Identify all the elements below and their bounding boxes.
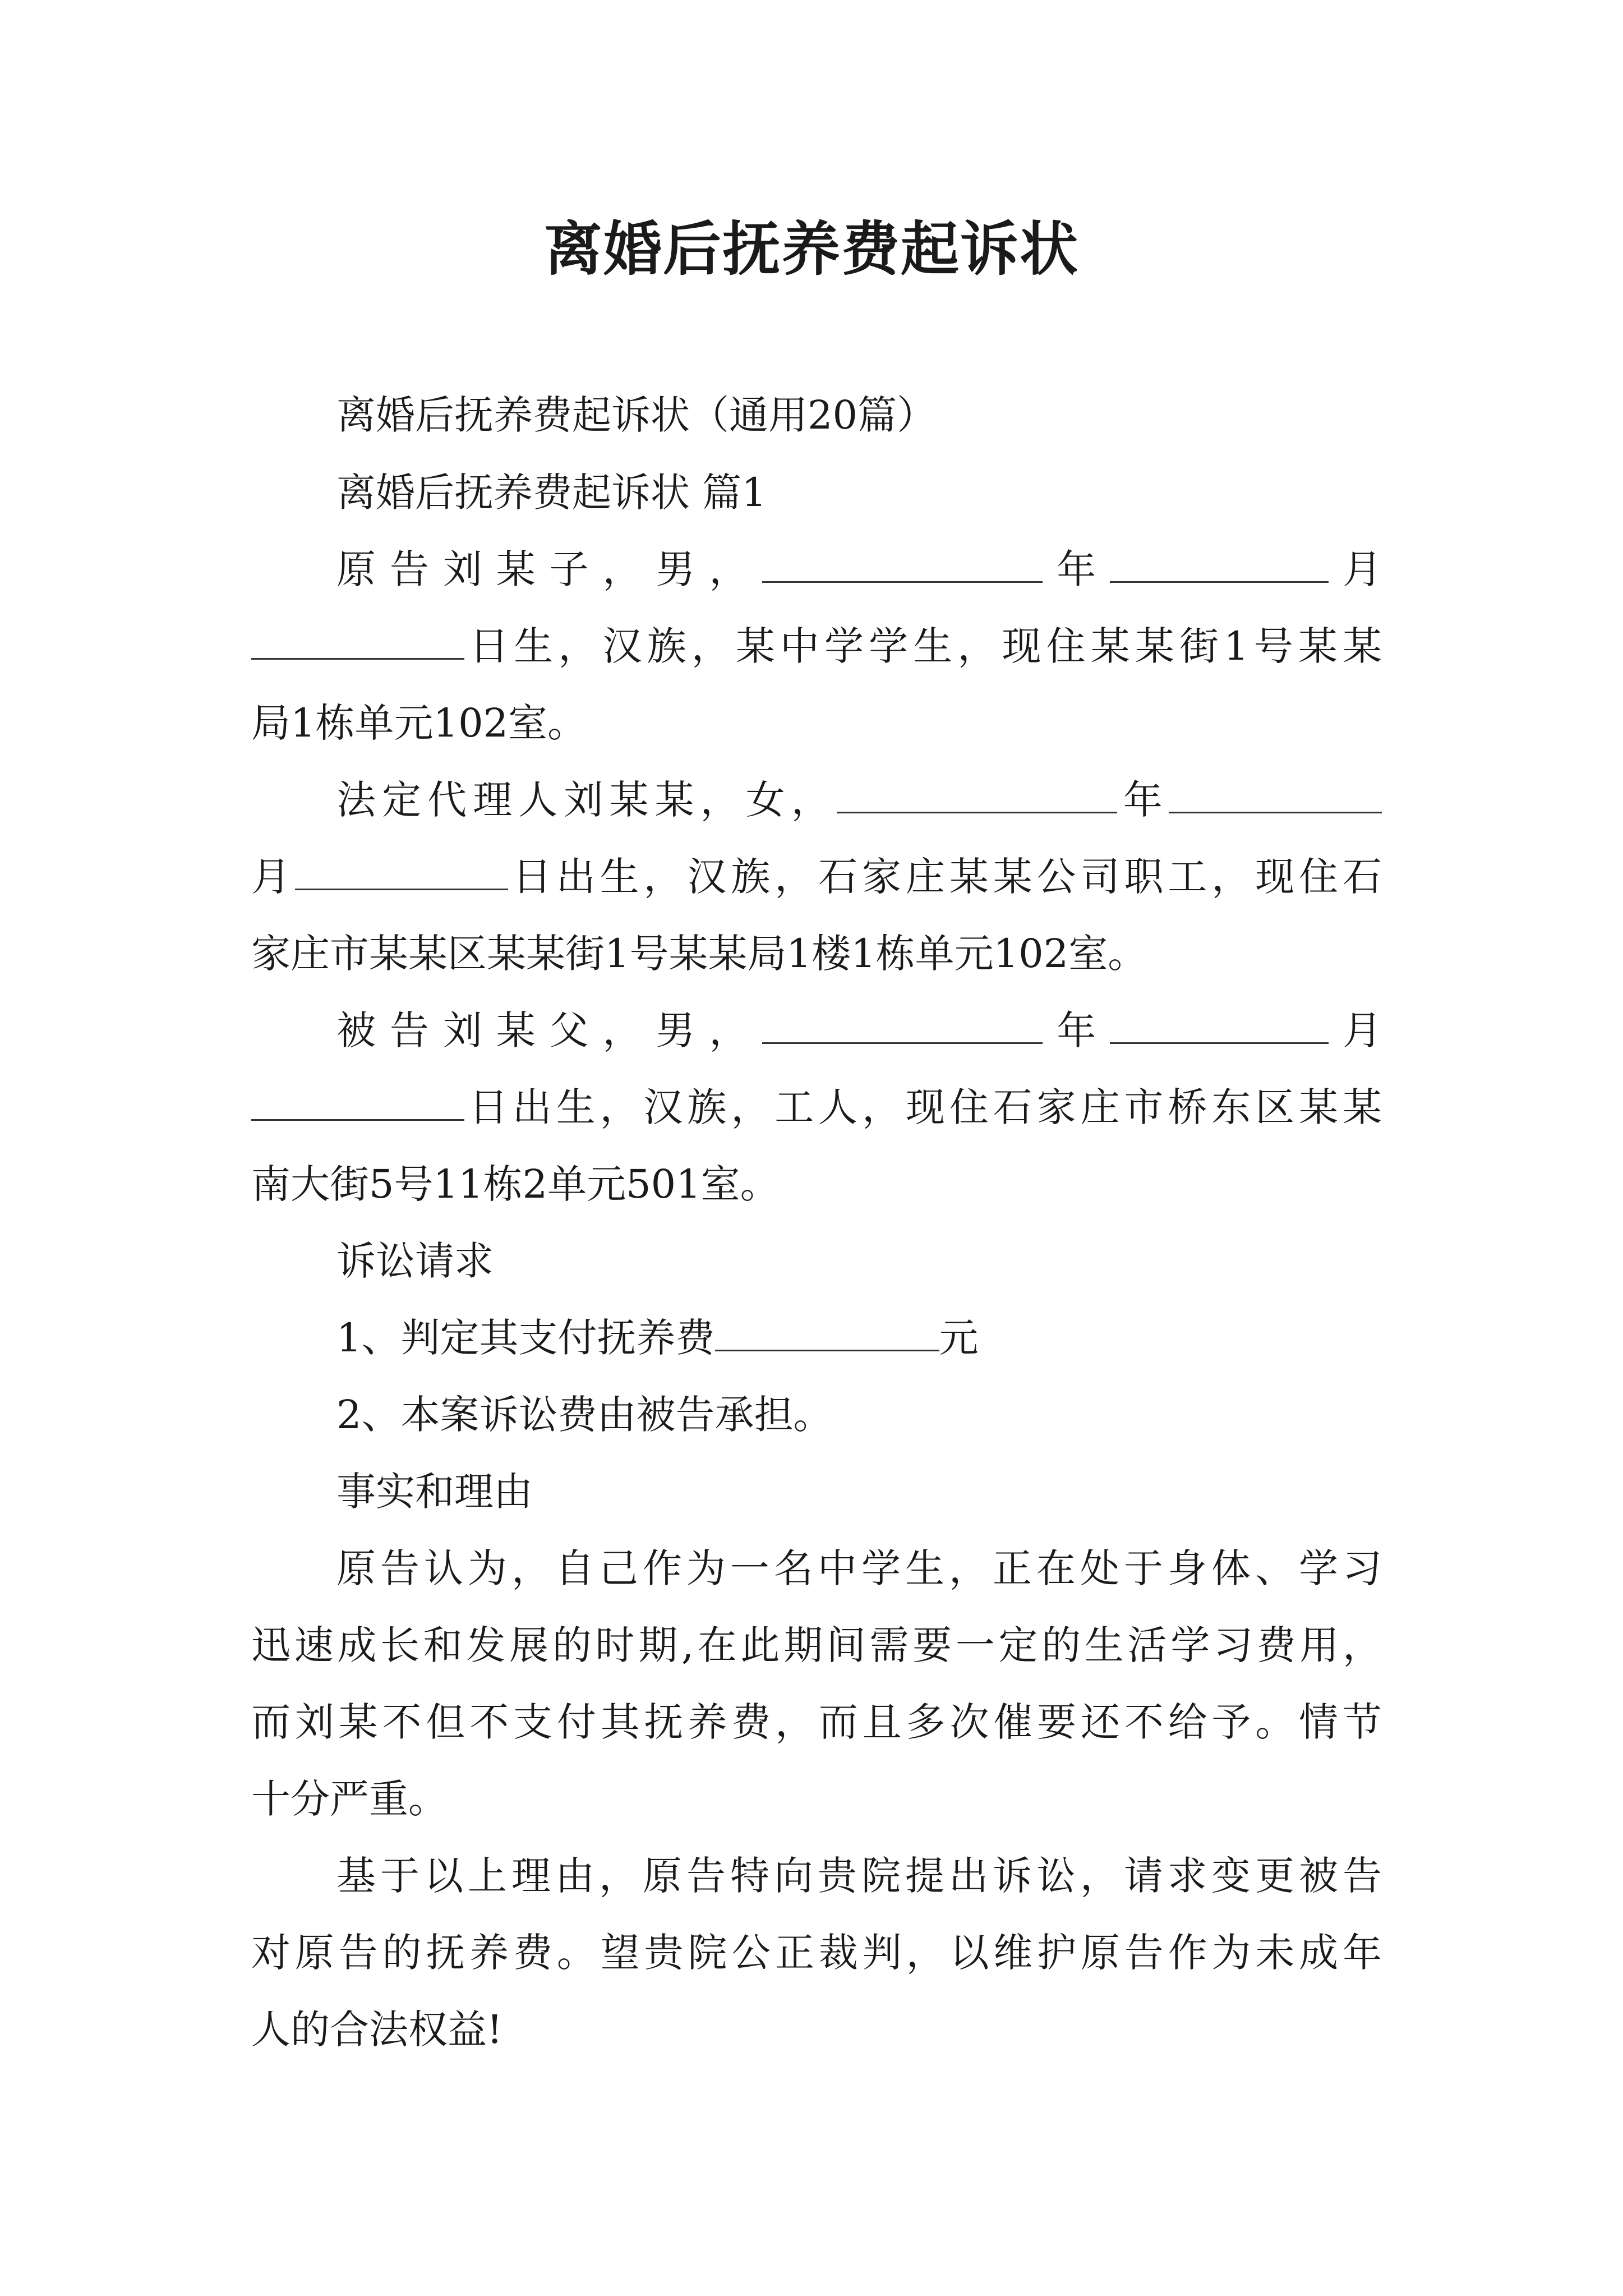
plaintiff-line-3: 局1栋单元102室。 [251,700,587,746]
facts-line-2: 迅速成长和发展的时期,在此期间需要一定的生活学习费用， [251,1622,1382,1668]
agent-details: 日出生，汉族，石家庄某某公司职工，现住石 [508,854,1382,900]
day-blank [251,622,464,660]
section-heading: 离婚后抚养费起诉状 篇1 [336,470,767,516]
defendant-line-2 [251,1074,1382,1141]
conclusion-line-1: 基于以上理由，原告特向贵院提出诉讼，请求变更被告 [336,1853,1382,1899]
facts-line-1: 原告认为，自己作为一名中学生，正在处于身体、学习 [336,1545,1382,1591]
month-label: 月 [1329,1007,1382,1053]
facts-line-4: 十分严重。 [251,1776,448,1822]
year-label: 年 [1043,546,1110,592]
year-label: 年 [1117,777,1169,823]
agent-line-3: 家庄市某某区某某街1号某某局1楼1栋单元102室。 [251,931,1147,977]
year-label: 年 [1043,1007,1110,1053]
document-title: 离婚后抚养费起诉状 [543,215,1079,283]
agent-line-2 [251,843,1382,910]
claim-1-unit: 元 [939,1315,979,1361]
defendant-line-3: 南大街5号11栋2单元501室。 [251,1161,780,1207]
year-blank [762,1006,1043,1044]
plaintiff-line-2 [251,613,1382,680]
agent-intro: 法定代理人刘某某，女， [336,777,837,823]
agent-line-1 [336,766,1382,834]
conclusion-line-3: 人的合法权益! [251,2007,503,2053]
year-blank [762,545,1043,583]
plaintiff-line-1 [336,536,1382,603]
month-blank [1169,776,1382,813]
plaintiff-details: 日生，汉族，某中学学生，现住某某街1号某某 [464,623,1382,669]
month-blank [1110,1006,1329,1044]
plaintiff-intro: 原告刘某子，男， [336,546,763,592]
claim-2: 2、本案诉讼费由被告承担。 [336,1392,833,1438]
amount-blank [715,1314,939,1351]
facts-heading: 事实和理由 [336,1469,533,1515]
month-label: 月 [1329,546,1382,592]
day-blank [295,853,508,890]
defendant-line-1 [336,997,1382,1064]
year-blank [837,776,1117,813]
defendant-details: 日出生，汉族，工人，现住石家庄市桥东区某某 [464,1084,1382,1130]
month-blank [1110,545,1329,583]
month-label: 月 [251,854,295,900]
facts-line-3: 而刘某不但不支付其抚养费，而且多次催要还不给予。情节 [251,1699,1382,1745]
subtitle: 离婚后抚养费起诉状（通用20篇） [336,392,937,438]
day-blank [251,1083,464,1121]
claim-1-text: 1、判定其支付抚养费 [336,1315,715,1361]
conclusion-line-2: 对原告的抚养费。望贵院公正裁判，以维护原告作为未成年 [251,1930,1382,1976]
claim-1 [336,1304,1382,1372]
defendant-intro: 被告刘某父，男， [336,1007,763,1053]
claims-heading: 诉讼请求 [336,1238,494,1284]
